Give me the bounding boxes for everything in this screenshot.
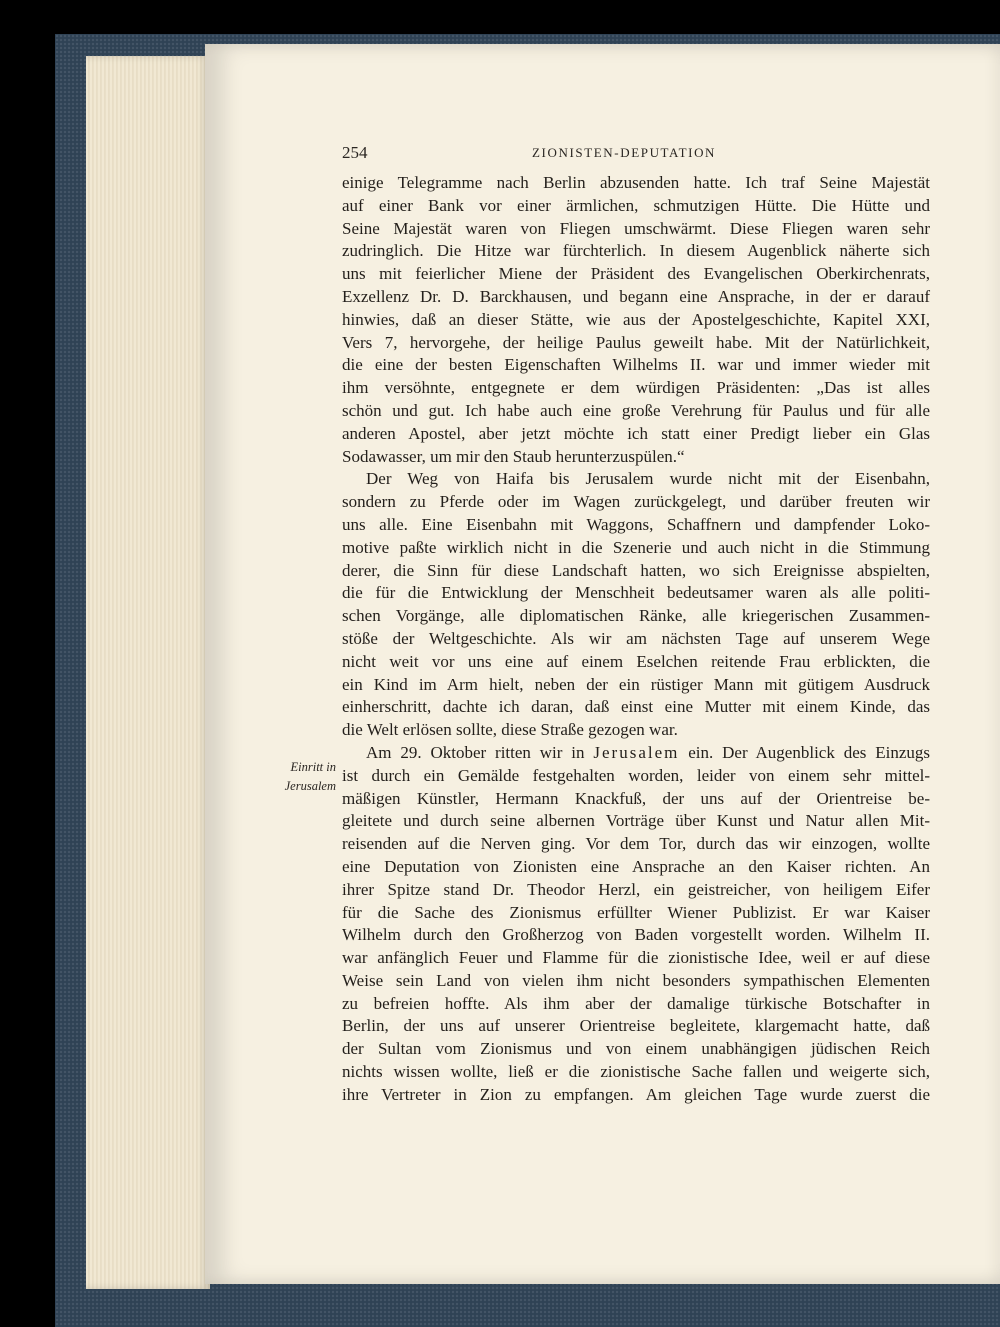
text-line: derer, die Sinn für diese Landschaft hatten, wo sich Ereignisse abspielten, [342, 560, 930, 580]
text-line: Sodawasser, um mir den Staub herunterzuspülen.“ [342, 446, 685, 466]
page-number: 254 [342, 143, 368, 162]
text-line: gleitete und durch seine albernen Vorträge über Kunst und Natur allen Mit- [342, 811, 930, 831]
text-line: die eine der besten Eigenschaften Wilhelms II. war und immer wieder mit [342, 355, 930, 375]
text-line: auf einer Bank vor einer ärmlichen, schmutzigen Hütte. Die Hütte und [342, 195, 930, 215]
text-line: Weise sein Land von vielen ihm nicht besonders sympathischen Elementen [342, 970, 930, 990]
body-text [342, 172, 930, 1107]
text-line: der Sultan vom Zionismus und von einem unabhängigen jüdischen Reich [342, 1039, 930, 1059]
text-line: stöße der Weltgeschichte. Als wir am nächsten Tage auf unserem Wege [342, 628, 930, 648]
margin-note [258, 758, 336, 796]
text-line: Vers 7, hervorgehe, der heilige Paulus geweilt habe. Mit der Natürlichkeit, [342, 332, 930, 352]
text-line: zudringlich. Die Hitze war fürchterlich. In diesem Augenblick näherte sich [342, 241, 930, 261]
text-line: einige Telegramme nach Berlin abzusenden hatte. Ich traf Seine Majestät [342, 173, 930, 192]
text-line: eine Deputation von Zionisten eine Ansprache an den Kaiser richten. An [342, 856, 930, 876]
running-title: ZIONISTEN-DEPUTATION [532, 145, 717, 160]
text-line: war anfänglich Feuer und Flamme für die zionistische Idee, weil er auf diese [342, 948, 930, 968]
text-line: für die Sache des Zionismus erfüllter Wiener Publizist. Er war Kaiser [342, 902, 930, 922]
text-segment: Am 29. Oktober ritten wir in [366, 742, 594, 762]
text-line: ein Kind im Arm hielt, neben der ein rüstiger Mann mit gütigem Ausdruck [342, 674, 930, 694]
text-line: nicht weit vor uns eine auf einem Eselchen reitende Frau erblickten, die [342, 651, 930, 671]
text-line: die für die Entwicklung der Menschheit bedeutsamer waren als alle politi- [342, 583, 930, 603]
text-line: einherschritt, dachte ich daran, daß einst eine Mutter mit einem Kinde, das [342, 697, 930, 717]
running-head [342, 143, 942, 165]
text-line: ihre Vertreter in Zion zu empfangen. Am gleichen Tage wurde zuerst die [342, 1084, 930, 1104]
text-line: anderen Apostel, aber jetzt möchte ich statt einer Predigt lieber ein Glas [342, 423, 930, 443]
text-line: die Welt erlösen sollte, diese Straße gezogen war. [342, 720, 678, 740]
text-line: sondern zu Pferde oder im Wagen zurückgelegt, und darüber freuten wir [342, 492, 930, 512]
text-line: Berlin, der uns auf unserer Orientreise begleitete, klargemacht hatte, daß [342, 1016, 930, 1036]
spaced-text: Jerusalem [593, 742, 680, 762]
text-line: Wilhelm durch den Großherzog von Baden vorgestellt worden. Wilhelm II. [342, 925, 930, 945]
paragraph [342, 742, 930, 1107]
text-line: motive paßte wirklich nicht in die Szenerie und auch nicht in die Stimmung [342, 537, 930, 557]
text-segment: ein. Der Augenblick des Einzugs [679, 742, 930, 762]
text-line: reisenden auf die Nerven ging. Vor dem Tor, durch das wir einzogen, wollte [342, 834, 930, 854]
text-line: mäßigen Künstler, Hermann Knackfuß, der uns auf der Orientreise be- [342, 788, 930, 808]
text-line: Seine Majestät waren von Fliegen umschwärmt. Diese Fliegen waren sehr [342, 218, 930, 238]
text-line: Der Weg von Haifa bis Jerusalem wurde nicht mit der Eisenbahn, [366, 469, 930, 489]
margin-note-line: Jerusalem [284, 779, 336, 793]
margin-note-line: Einritt in [290, 760, 336, 774]
text-line: hinwies, daß an dieser Stätte, wie aus der Apostelgeschichte, Kapitel XXI, [342, 309, 930, 329]
text-line: ist durch ein Gemälde festgehalten worden, leider von einem sehr mittel- [342, 765, 930, 785]
text-line: schön und gut. Ich habe auch eine große Verehrung für Paulus und für alle [342, 400, 930, 420]
text-line: uns alle. Eine Eisenbahn mit Waggons, Schaffnern und dampfender Loko- [342, 514, 930, 534]
page-edges [86, 56, 210, 1289]
paragraph [342, 172, 930, 468]
paragraph [342, 468, 930, 742]
text-line: schen Vorgänge, alle diplomatischen Ränke, alle kriegerischen Zusammen- [342, 606, 930, 626]
text-line: ihrer Spitze stand Dr. Theodor Herzl, ein geistreicher, von heiligem Eifer [342, 879, 930, 899]
text-line: uns mit feierlicher Miene der Präsident des Evangelischen Oberkirchenrats, [342, 264, 930, 284]
text-line [342, 742, 930, 765]
text-line: ihm versöhnte, entgegnete er dem würdigen Präsidenten: „Das ist alles [342, 378, 930, 398]
text-line: nichts wissen wollte, ließ er die zionistische Sache fallen und weigerte sich, [342, 1062, 930, 1082]
text-line: zu befreien hoffte. Als ihm aber der damalige türkische Botschafter in [342, 993, 930, 1013]
text-line: Exzellenz Dr. D. Barckhausen, und begann eine Ansprache, in der er darauf [342, 286, 930, 306]
